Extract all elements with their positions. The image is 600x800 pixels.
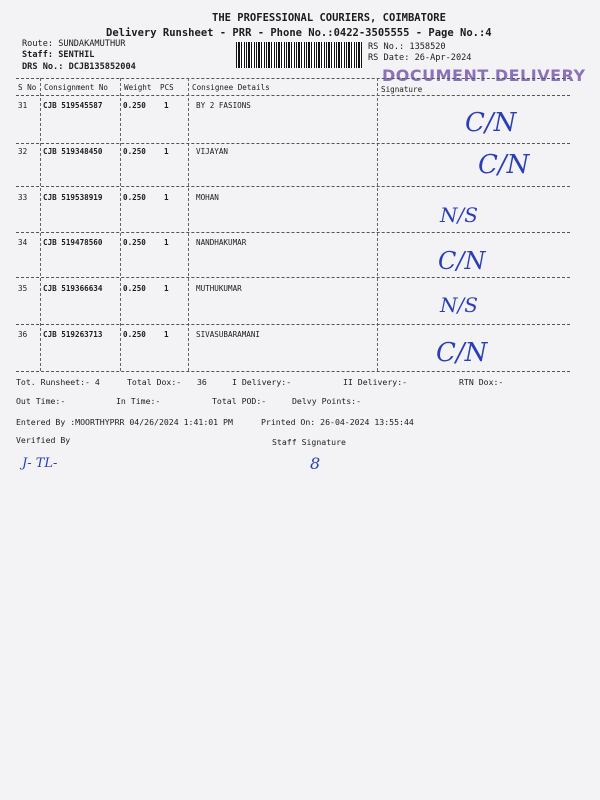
row-pcs: 1 [164, 330, 169, 339]
document-delivery-stamp: DOCUMENT DELIVERY [382, 66, 586, 85]
row-consignee: SIVASUBARAMANI [196, 330, 261, 339]
ii-delivery-label: II Delivery:- [343, 377, 408, 387]
verified-by-label: Verified By [16, 435, 71, 445]
barcode-image [236, 42, 362, 68]
row-sno: 36 [18, 330, 28, 339]
column-divider [377, 78, 378, 371]
row-separator [16, 324, 570, 325]
row-sno: 34 [18, 238, 28, 247]
row-sno: 33 [18, 193, 28, 202]
row-separator [16, 277, 570, 278]
table-bottom-border [16, 371, 570, 372]
row-weight: 0.250 [123, 238, 146, 247]
row-signature-handwritten: C/N [436, 338, 488, 368]
column-header-consignment: Consignment No [44, 83, 109, 92]
total-dox-label: Total Dox:- [127, 377, 182, 387]
row-sno: 31 [18, 101, 28, 110]
row-consignee: MUTHUKUMAR [196, 284, 242, 293]
column-divider [120, 78, 121, 371]
entered-by: Entered By :MOORTHYPRR 04/26/2024 1:41:01 PM [16, 417, 233, 427]
row-weight: 0.250 [123, 330, 146, 339]
row-consignee: VIJAYAN [196, 147, 229, 156]
column-header-consignee: Consignee Details [192, 83, 270, 92]
delvy-points-label: Delvy Points:- [292, 396, 362, 406]
row-sno: 35 [18, 284, 28, 293]
total-pod-label: Total POD:- [212, 396, 267, 406]
column-header-signature: Signature [381, 85, 423, 94]
staff-signature-label: Staff Signature [272, 437, 346, 447]
row-pcs: 1 [164, 147, 169, 156]
table-top-border [16, 78, 570, 79]
total-runsheet: Tot. Runsheet:- 4 [16, 377, 100, 387]
row-consignee: NANDHAKUMAR [196, 238, 247, 247]
runsheet-subtitle: Delivery Runsheet - PRR - Phone No.:0422-3505555 - Page No.:4 [106, 27, 492, 39]
row-consignment: CJB 519538919 [43, 193, 103, 202]
row-signature-handwritten: N/S [440, 203, 478, 227]
printed-on: Printed On: 26-04-2024 13:55:44 [261, 417, 414, 427]
row-consignment: CJB 519366634 [43, 284, 103, 293]
column-header-sno: S No [18, 83, 37, 92]
staff-signature-handwriting: 8 [310, 454, 321, 473]
row-signature-handwritten: C/N [478, 150, 530, 180]
row-weight: 0.250 [123, 147, 146, 156]
row-signature-handwritten: C/N [465, 108, 517, 138]
row-weight: 0.250 [123, 284, 146, 293]
i-delivery-label: I Delivery:- [232, 377, 292, 387]
staff-label: Staff: SENTHIL [22, 50, 95, 60]
route-label: Route: SUNDAKAMUTHUR [22, 39, 126, 49]
row-pcs: 1 [164, 101, 169, 110]
in-time-label: In Time:- [116, 396, 161, 406]
row-pcs: 1 [164, 238, 169, 247]
row-consignment: CJB 519348450 [43, 147, 103, 156]
rs-number: RS No.: 1358520 [368, 42, 446, 52]
row-pcs: 1 [164, 284, 169, 293]
out-time-label: Out Time:- [16, 396, 66, 406]
row-consignee: BY 2 FASIONS [196, 101, 251, 110]
rs-date: RS Date: 26-Apr-2024 [368, 53, 472, 63]
row-pcs: 1 [164, 193, 169, 202]
row-consignee: MOHAN [196, 193, 219, 202]
total-dox-value: 36 [197, 377, 207, 387]
rtn-dox-label: RTN Dox:- [459, 377, 504, 387]
column-header-weight: Weight [124, 83, 152, 92]
column-divider [188, 78, 189, 371]
drs-number: DRS No.: DCJB135852004 [22, 62, 136, 72]
company-title: THE PROFESSIONAL COURIERS, COIMBATORE [212, 12, 446, 24]
row-consignment: CJB 519263713 [43, 330, 103, 339]
row-separator [16, 186, 570, 187]
verified-by-handwriting: J- TL- [22, 456, 58, 471]
column-divider [40, 78, 41, 371]
row-signature-handwritten: N/S [440, 293, 478, 317]
row-consignment: CJB 519545587 [43, 101, 103, 110]
column-header-pcs: PCS [160, 83, 174, 92]
row-separator [16, 143, 570, 144]
row-separator [16, 232, 570, 233]
table-header-border [16, 95, 570, 96]
row-signature-handwritten: C/N [438, 247, 486, 275]
row-sno: 32 [18, 147, 28, 156]
row-consignment: CJB 519478560 [43, 238, 103, 247]
row-weight: 0.250 [123, 101, 146, 110]
row-weight: 0.250 [123, 193, 146, 202]
